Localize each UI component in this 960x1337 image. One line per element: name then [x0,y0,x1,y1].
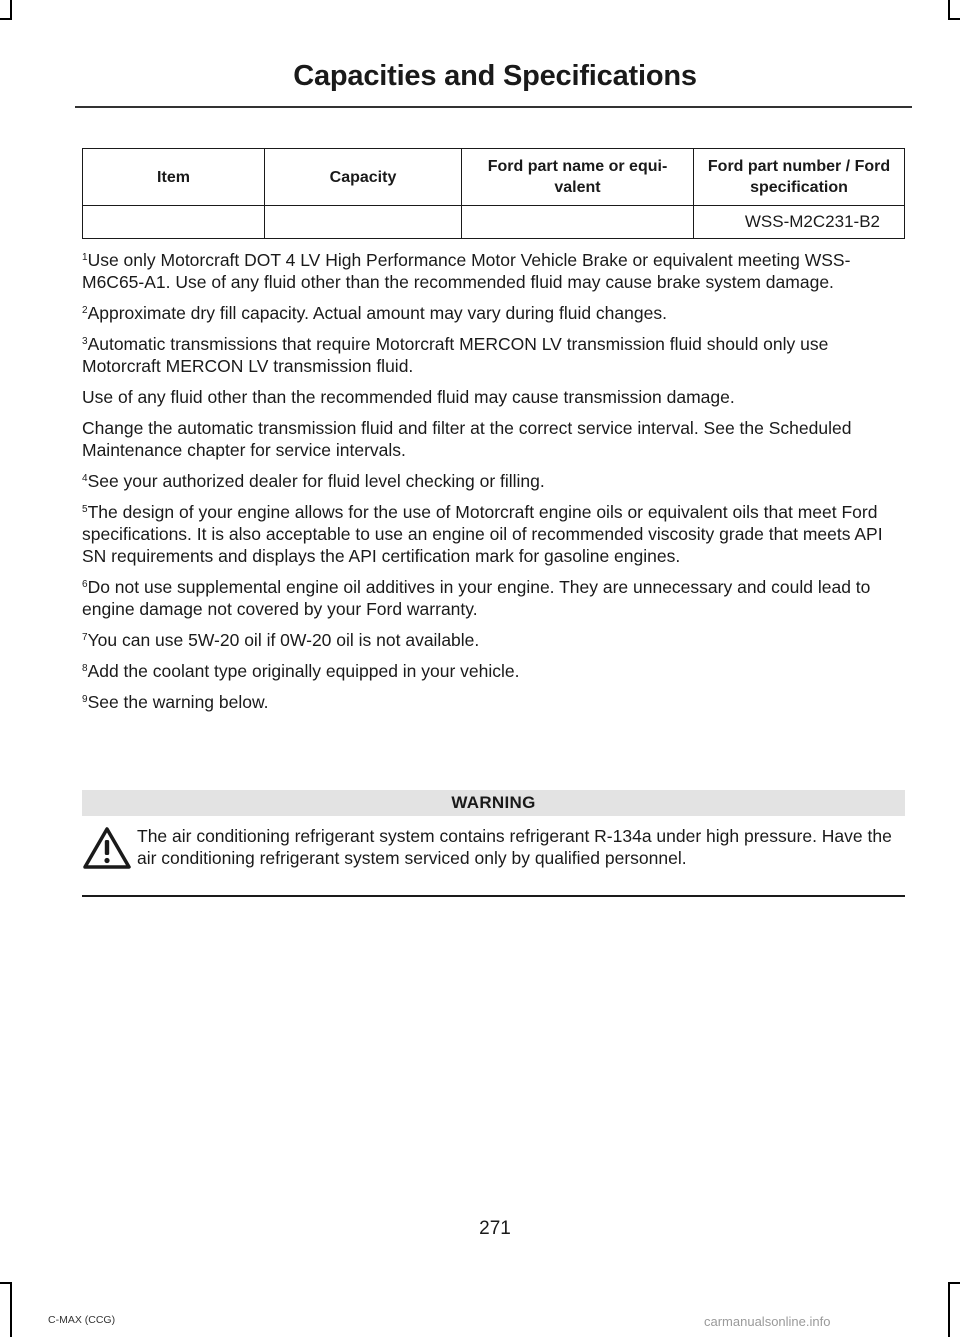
note-paragraph: Change the automatic transmission fluid and filter at the correct service interval. See the Scheduled Maintenance chapter for service intervals. [82,418,852,460]
footnote: $^1$Use only Motorcraft DOT 4 LV High Performance Motor Vehicle Brake or equivalent meeting WSS-M6C65-A1. Use of any fluid other than the recommended fluid may cause brake system damage. [82,250,851,292]
footnote: $^2$Approximate dry fill capacity. Actual amount may vary during fluid changes. [82,303,667,323]
footnote: $^5$The design of your engine allows for the use of Motorcraft engine oils or equivalent oils that meet Ford specifications. It is also acceptable to use an engine oil of recommended viscosity grade that meets API SN requirements and displays the API certification mark for gasoline engines. [82,502,883,566]
crop-mark-top-left [10,0,12,20]
table-header-row [83,149,905,206]
cell-item [83,206,265,239]
crop-mark-top-right [948,0,950,20]
header-part-number: Ford part number / Ford specification [694,149,905,206]
watermark: carmanualsonline.info [704,1314,831,1329]
crop-mark-top-left-h [0,18,12,20]
warning-triangle-icon [82,826,132,870]
footnote: $^9$See the warning below. [82,692,269,712]
crop-mark-bottom-right [948,1282,950,1337]
footnote: $^6$Do not use supplemental engine oil additives in your engine. They are unnecessary and could lead to engine damage not covered by your Ford warranty. [82,577,871,619]
crop-mark-bottom-right-h [948,1282,960,1284]
crop-mark-bottom-left-h [0,1282,12,1284]
header-item: Item [83,149,265,206]
header-capacity: Capacity [265,149,462,206]
footnotes [82,249,908,722]
crop-mark-bottom-left [10,1282,12,1337]
footnote: $^7$You can use 5W-20 oil if 0W-20 oil is not available. [82,630,480,650]
footnote: $^4$See your authorized dealer for fluid level checking or filling. [82,471,545,491]
note-paragraph: Use of any fluid other than the recommended fluid may cause transmission damage. [82,387,735,407]
footnote: $^8$Add the coolant type originally equipped in your vehicle. [82,661,520,681]
cell-capacity [265,206,462,239]
warning-heading: WARNING [82,790,905,816]
cell-part-name [462,206,694,239]
page-title: Capacities and Specifications [293,60,697,92]
warning-text: The air conditioning refrigerant system contains refrigerant R-134a under high pressure. Have the air conditioning refrigerant system serviced only by qualified personnel. [137,826,892,868]
footnote: $^3$Automatic transmissions that require Motorcraft MERCON LV transmission fluid should only use Motorcraft MERCON LV transmission fluid. [82,334,829,376]
page-number: 271 [479,1218,511,1239]
crop-mark-top-right-h [948,18,960,20]
header-part-name: Ford part name or equi-valent [462,149,694,206]
footer-model: C-MAX (CCG) [48,1314,116,1326]
warning-divider [82,895,905,897]
cell-part-number: WSS-M2C231-B2 [694,206,905,239]
title-divider [75,106,912,108]
table-row [83,206,905,239]
specifications-table [82,148,905,239]
